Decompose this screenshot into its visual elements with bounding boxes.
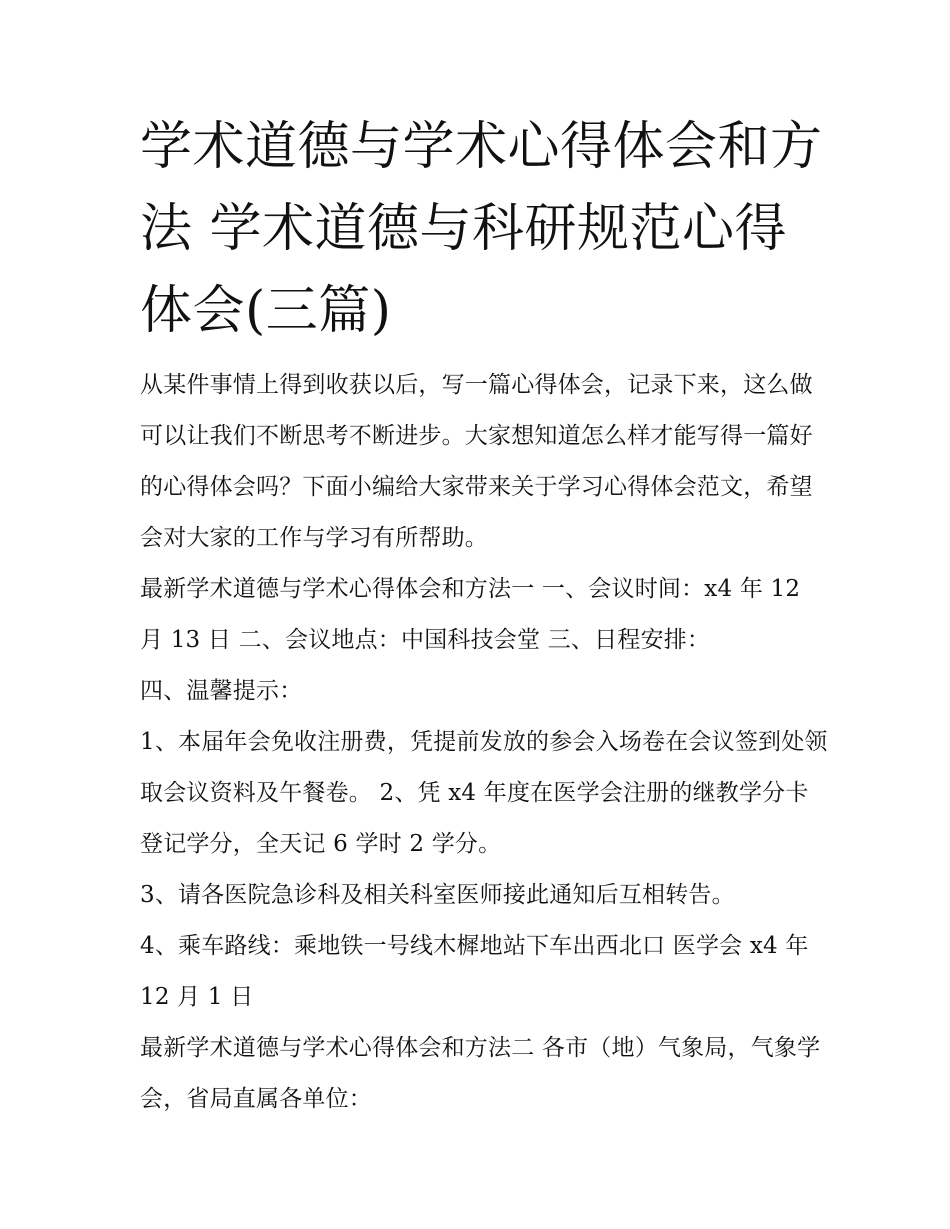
tip-3-paragraph: 3、请各医院急诊科及相关科室医师接此通知后互相转告。 — [140, 882, 735, 908]
document-page — [140, 106, 830, 1125]
document-title: 学术道德与学术心得体会和方法 学术道德与科研规范心得体会(三篇) — [140, 117, 823, 341]
tip-4-paragraph: 4、乘车路线：乘地铁一号线木樨地站下车出西北口 医学会 x4 年 12 月 1 日 — [140, 933, 809, 1010]
meeting-info-paragraph: 最新学术道德与学术心得体会和方法一 一、会议时间：x4 年 12 月 13 日 二、会议地点：中国科技会堂 三、日程安排： — [140, 576, 801, 653]
tip-1-2-paragraph: 1、本届年会免收注册费，凭提前发放的参会入场卷在会议签到处领取会议资料及午餐卷。 2、凭 x4 年度在医学会注册的继教学分卡登记学分，全天记 6 学时 2 学分。 — [140, 729, 828, 857]
section-two-paragraph: 最新学术道德与学术心得体会和方法二 各市（地）气象局，气象学会，省局直属各单位： — [140, 1035, 821, 1112]
intro-paragraph: 从某件事情上得到收获以后，写一篇心得体会，记录下来，这么做可以让我们不断思考不断进步。大家想知道怎么样才能写得一篇好的心得体会吗？下面小编给大家带来关于学习心得体会范文，希望会对大家的工作与学习有所帮助。 — [140, 372, 813, 551]
tips-heading: 四、温馨提示： — [140, 678, 303, 704]
